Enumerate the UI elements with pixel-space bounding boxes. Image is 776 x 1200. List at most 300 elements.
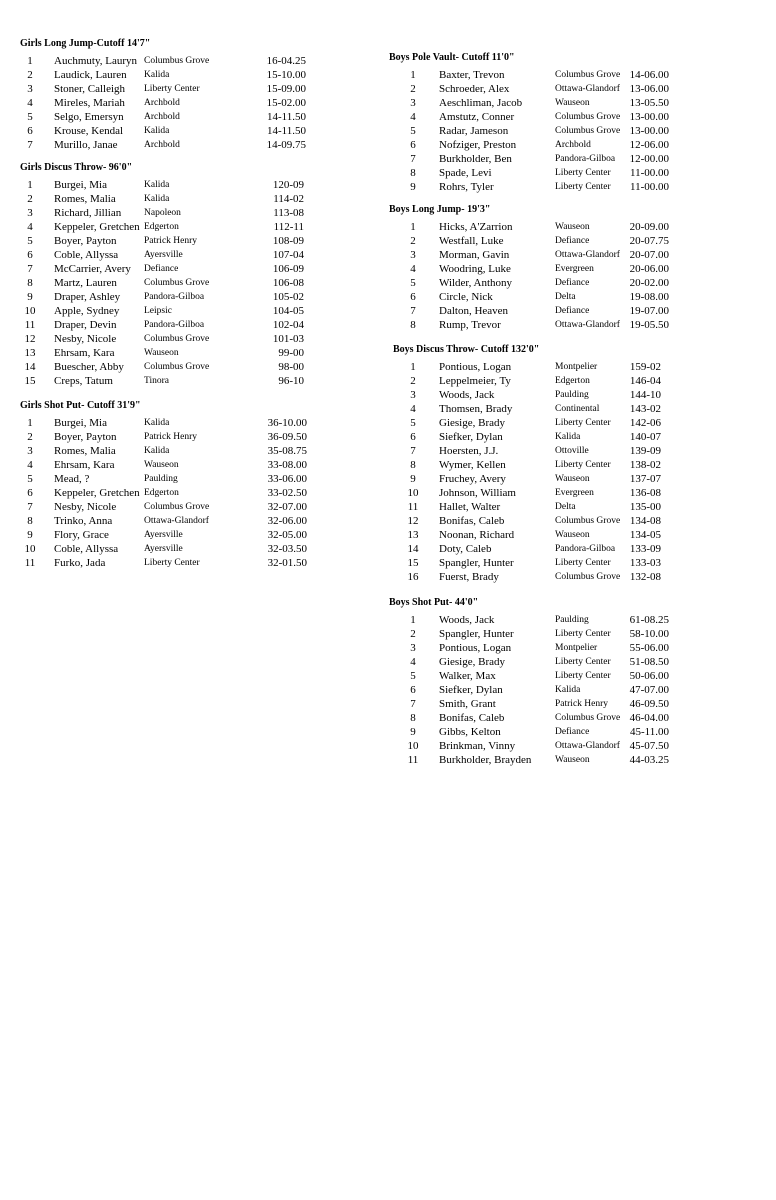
result-mark: 20-02.00 [629, 277, 669, 289]
place-cell: 1 [410, 221, 416, 233]
athlete-name: Doty, Caleb [439, 543, 492, 555]
athlete-name: Wymer, Kellen [439, 459, 506, 471]
school-name: Paulding [144, 474, 178, 484]
school-name: Defiance [555, 727, 590, 737]
result-mark: 32-06.00 [267, 515, 307, 527]
athlete-name: Burkholder, Brayden [439, 754, 532, 766]
place-cell: 2 [410, 628, 416, 640]
school-name: Kalida [144, 126, 170, 136]
result-mark: 33-08.00 [267, 459, 307, 471]
place-cell: 15 [24, 375, 36, 387]
place-cell: 2 [27, 69, 33, 81]
place-cell: 6 [27, 487, 33, 499]
place-cell: 1 [27, 417, 33, 429]
school-name: Montpelier [555, 362, 598, 372]
school-name: Kalida [144, 180, 170, 190]
result-mark: 102-04 [272, 319, 304, 331]
place-cell: 3 [27, 207, 33, 219]
result-mark: 19-05.50 [629, 319, 669, 331]
school-name: Liberty Center [144, 84, 200, 94]
result-mark: 106-09 [272, 263, 304, 275]
result-mark: 104-05 [272, 305, 304, 317]
place-cell: 12 [24, 333, 36, 345]
place-cell: 9 [410, 181, 416, 193]
result-mark: 19-07.00 [629, 305, 669, 317]
result-mark: 144-10 [629, 389, 661, 401]
athlete-name: Baxter, Trevon [439, 69, 505, 81]
school-name: Columbus Grove [555, 572, 621, 582]
athlete-name: Ehrsam, Kara [54, 347, 115, 359]
athlete-name: Siefker, Dylan [439, 684, 503, 696]
place-cell: 5 [27, 473, 33, 485]
place-cell: 7 [410, 445, 416, 457]
place-cell: 11 [407, 501, 419, 513]
school-name: Defiance [144, 264, 179, 274]
school-name: Defiance [555, 306, 590, 316]
athlete-name: Burkholder, Ben [439, 153, 512, 165]
result-mark: 133-09 [629, 543, 661, 555]
school-name: Wauseon [555, 474, 590, 484]
athlete-name: Boyer, Payton [54, 235, 117, 247]
place-cell: 6 [410, 291, 416, 303]
athlete-name: Furko, Jada [54, 557, 106, 569]
athlete-name: Brinkman, Vinny [439, 740, 516, 752]
school-name: Ottawa-Glandorf [555, 250, 620, 260]
result-mark: 11-00.00 [629, 181, 669, 193]
result-mark: 139-09 [629, 445, 661, 457]
school-name: Kalida [144, 70, 170, 80]
result-mark: 132-08 [629, 571, 661, 583]
place-cell: 5 [410, 417, 416, 429]
result-mark: 45-07.50 [629, 740, 669, 752]
place-cell: 4 [410, 656, 416, 668]
athlete-name: Fruchey, Avery [439, 473, 506, 485]
school-name: Ayersville [144, 544, 183, 554]
result-mark: 142-06 [629, 417, 661, 429]
school-name: Columbus Grove [144, 362, 210, 372]
place-cell: 14 [24, 361, 36, 373]
athlete-name: Martz, Lauren [54, 277, 117, 289]
athlete-name: Stoner, Calleigh [54, 83, 126, 95]
place-cell: 6 [410, 139, 416, 151]
place-cell: 10 [24, 305, 36, 317]
place-cell: 2 [27, 431, 33, 443]
place-cell: 8 [410, 319, 416, 331]
place-cell: 8 [410, 459, 416, 471]
result-mark: 112-11 [273, 221, 304, 233]
school-name: Ottoville [555, 446, 589, 456]
school-name: Kalida [144, 446, 170, 456]
place-cell: 8 [27, 515, 33, 527]
place-cell: 7 [27, 263, 33, 275]
result-mark: 14-06.00 [629, 69, 669, 81]
place-cell: 11 [407, 754, 419, 766]
athlete-name: McCarrier, Avery [54, 263, 131, 275]
result-mark: 137-07 [629, 473, 661, 485]
school-name: Paulding [555, 390, 589, 400]
school-name: Liberty Center [555, 168, 611, 178]
athlete-name: Apple, Sydney [54, 305, 120, 317]
result-mark: 108-09 [272, 235, 304, 247]
place-cell: 7 [410, 305, 416, 317]
result-mark: 20-07.00 [629, 249, 669, 261]
result-mark: 143-02 [629, 403, 661, 415]
athlete-name: Creps, Tatum [54, 375, 113, 387]
place-cell: 13 [407, 529, 419, 541]
result-mark: 13-00.00 [629, 125, 669, 137]
athlete-name: Giesige, Brady [439, 417, 505, 429]
result-mark: 12-06.00 [629, 139, 669, 151]
athlete-name: Richard, Jillian [54, 207, 122, 219]
place-cell: 6 [410, 684, 416, 696]
place-cell: 4 [27, 221, 33, 233]
result-mark: 114-02 [273, 193, 304, 205]
place-cell: 4 [27, 459, 33, 471]
athlete-name: Woods, Jack [439, 389, 495, 401]
place-cell: 10 [407, 740, 419, 752]
school-name: Evergreen [555, 488, 594, 498]
place-cell: 14 [407, 543, 419, 555]
place-cell: 16 [407, 571, 419, 583]
school-name: Columbus Grove [555, 713, 621, 723]
event-title: Boys Long Jump- 19'3" [389, 204, 491, 215]
result-mark: 47-07.00 [629, 684, 669, 696]
place-cell: 11 [24, 557, 36, 569]
athlete-name: Nesby, Nicole [54, 333, 117, 345]
place-cell: 4 [410, 111, 416, 123]
athlete-name: Romes, Malia [54, 445, 116, 457]
school-name: Ayersville [144, 250, 183, 260]
school-name: Liberty Center [555, 657, 611, 667]
school-name: Wauseon [555, 530, 590, 540]
school-name: Kalida [555, 432, 581, 442]
athlete-name: Murillo, Janae [54, 139, 118, 151]
result-mark: 20-07.75 [629, 235, 669, 247]
place-cell: 5 [410, 125, 416, 137]
athlete-name: Gibbs, Kelton [439, 726, 501, 738]
place-cell: 12 [407, 515, 419, 527]
school-name: Patrick Henry [144, 432, 198, 442]
school-name: Defiance [555, 236, 590, 246]
result-mark: 133-03 [629, 557, 661, 569]
athlete-name: Spangler, Hunter [439, 628, 514, 640]
athlete-name: Westfall, Luke [439, 235, 504, 247]
result-mark: 99-00 [278, 347, 304, 359]
school-name: Edgerton [144, 488, 179, 498]
school-name: Edgerton [555, 376, 590, 386]
athlete-name: Spade, Levi [439, 167, 492, 179]
school-name: Delta [555, 292, 576, 302]
place-cell: 13 [24, 347, 36, 359]
athlete-name: Mead, ? [54, 473, 90, 485]
place-cell: 3 [410, 97, 416, 109]
result-mark: 135-00 [629, 501, 661, 513]
athlete-name: Hicks, A'Zarrion [439, 221, 513, 233]
place-cell: 7 [410, 153, 416, 165]
school-name: Ottawa-Glandorf [555, 84, 620, 94]
school-name: Wauseon [144, 460, 179, 470]
athlete-name: Romes, Malia [54, 193, 116, 205]
school-name: Columbus Grove [144, 278, 210, 288]
athlete-name: Hallet, Walter [439, 501, 501, 513]
athlete-name: Keppeler, Gretchen [54, 221, 140, 233]
athlete-name: Smith, Grant [439, 698, 496, 710]
athlete-name: Draper, Devin [54, 319, 117, 331]
result-mark: 134-05 [629, 529, 661, 541]
result-mark: 138-02 [629, 459, 661, 471]
school-name: Paulding [555, 615, 589, 625]
result-mark: 14-11.50 [266, 125, 306, 137]
athlete-name: Keppeler, Gretchen [54, 487, 140, 499]
result-mark: 107-04 [272, 249, 304, 261]
result-mark: 106-08 [272, 277, 304, 289]
school-name: Pandora-Gilboa [144, 292, 205, 302]
athlete-name: Schroeder, Alex [439, 83, 510, 95]
result-mark: 50-06.00 [629, 670, 669, 682]
school-name: Delta [555, 502, 576, 512]
athlete-name: Siefker, Dylan [439, 431, 503, 443]
place-cell: 4 [410, 263, 416, 275]
result-mark: 32-03.50 [267, 543, 307, 555]
school-name: Kalida [144, 418, 170, 428]
place-cell: 15 [407, 557, 419, 569]
place-cell: 4 [27, 97, 33, 109]
result-mark: 35-08.75 [267, 445, 307, 457]
result-mark: 15-02.00 [266, 97, 306, 109]
school-name: Wauseon [144, 348, 179, 358]
athlete-name: Coble, Allyssa [54, 249, 119, 261]
result-mark: 12-00.00 [629, 153, 669, 165]
place-cell: 10 [24, 543, 36, 555]
result-mark: 159-02 [629, 361, 661, 373]
athlete-name: Trinko, Anna [54, 515, 113, 527]
athlete-name: Woods, Jack [439, 614, 495, 626]
result-mark: 11-00.00 [629, 167, 669, 179]
place-cell: 8 [27, 277, 33, 289]
school-name: Patrick Henry [555, 699, 609, 709]
result-mark: 140-07 [629, 431, 661, 443]
result-mark: 46-09.50 [629, 698, 669, 710]
school-name: Columbus Grove [555, 70, 621, 80]
athlete-name: Flory, Grace [54, 529, 109, 541]
result-mark: 96-10 [278, 375, 304, 387]
place-cell: 2 [27, 193, 33, 205]
school-name: Liberty Center [144, 558, 200, 568]
result-mark: 101-03 [272, 333, 304, 345]
place-cell: 1 [410, 614, 416, 626]
place-cell: 1 [410, 69, 416, 81]
athlete-name: Burgei, Mia [54, 417, 107, 429]
result-mark: 120-09 [272, 179, 304, 191]
place-cell: 8 [410, 167, 416, 179]
event-title: Boys Pole Vault- Cutoff 11'0" [389, 52, 515, 63]
athlete-name: Rump, Trevor [439, 319, 501, 331]
result-mark: 32-01.50 [267, 557, 307, 569]
event-title: Girls Shot Put- Cutoff 31'9" [20, 400, 141, 411]
athlete-name: Johnson, William [439, 487, 516, 499]
place-cell: 1 [410, 361, 416, 373]
athlete-name: Nesby, Nicole [54, 501, 117, 513]
school-name: Tinora [144, 376, 169, 386]
place-cell: 5 [410, 277, 416, 289]
result-mark: 33-06.00 [267, 473, 307, 485]
place-cell: 5 [27, 111, 33, 123]
school-name: Leipsic [144, 306, 172, 316]
result-mark: 51-08.50 [629, 656, 669, 668]
school-name: Archbold [144, 98, 180, 108]
place-cell: 3 [410, 389, 416, 401]
result-mark: 36-10.00 [267, 417, 307, 429]
school-name: Napoleon [144, 208, 181, 218]
place-cell: 3 [410, 642, 416, 654]
athlete-name: Dalton, Heaven [439, 305, 509, 317]
athlete-name: Giesige, Brady [439, 656, 505, 668]
athlete-name: Bonifas, Caleb [439, 712, 505, 724]
result-mark: 58-10.00 [629, 628, 669, 640]
school-name: Edgerton [144, 222, 179, 232]
result-mark: 14-11.50 [266, 111, 306, 123]
athlete-name: Laudick, Lauren [54, 69, 127, 81]
place-cell: 5 [27, 235, 33, 247]
school-name: Wauseon [555, 222, 590, 232]
result-mark: 16-04.25 [266, 55, 306, 67]
school-name: Ayersville [144, 530, 183, 540]
result-mark: 13-00.00 [629, 111, 669, 123]
result-mark: 32-07.00 [267, 501, 307, 513]
place-cell: 6 [27, 249, 33, 261]
athlete-name: Draper, Ashley [54, 291, 121, 303]
place-cell: 7 [410, 698, 416, 710]
place-cell: 2 [410, 235, 416, 247]
place-cell: 11 [24, 319, 36, 331]
place-cell: 1 [27, 179, 33, 191]
school-name: Pandora-Gilboa [555, 544, 616, 554]
school-name: Pandora-Gilboa [144, 320, 205, 330]
result-mark: 19-08.00 [629, 291, 669, 303]
school-name: Ottawa-Glandorf [555, 320, 620, 330]
result-mark: 113-08 [273, 207, 304, 219]
school-name: Columbus Grove [144, 502, 210, 512]
school-name: Wauseon [555, 755, 590, 765]
event-title: Girls Long Jump-Cutoff 14'7" [20, 38, 151, 49]
athlete-name: Bonifas, Caleb [439, 515, 505, 527]
athlete-name: Amstutz, Conner [439, 111, 515, 123]
place-cell: 3 [410, 249, 416, 261]
school-name: Columbus Grove [144, 334, 210, 344]
result-mark: 32-05.00 [267, 529, 307, 541]
school-name: Columbus Grove [144, 56, 210, 66]
school-name: Pandora-Gilboa [555, 154, 616, 164]
school-name: Montpelier [555, 643, 598, 653]
athlete-name: Burgei, Mia [54, 179, 107, 191]
school-name: Columbus Grove [555, 516, 621, 526]
place-cell: 8 [410, 712, 416, 724]
result-mark: 61-08.25 [629, 614, 669, 626]
result-mark: 33-02.50 [267, 487, 307, 499]
athlete-name: Leppelmeier, Ty [439, 375, 511, 387]
result-mark: 44-03.25 [629, 754, 669, 766]
event-title: Boys Discus Throw- Cutoff 132'0" [393, 344, 540, 355]
result-mark: 13-05.50 [629, 97, 669, 109]
result-mark: 20-06.00 [629, 263, 669, 275]
result-mark: 36-09.50 [267, 431, 307, 443]
school-name: Kalida [144, 194, 170, 204]
place-cell: 9 [27, 529, 33, 541]
place-cell: 3 [27, 83, 33, 95]
athlete-name: Selgo, Emersyn [54, 111, 124, 123]
school-name: Evergreen [555, 264, 594, 274]
athlete-name: Morman, Gavin [439, 249, 510, 261]
athlete-name: Pontious, Logan [439, 642, 512, 654]
school-name: Columbus Grove [555, 126, 621, 136]
result-mark: 14-09.75 [266, 139, 306, 151]
athlete-name: Boyer, Payton [54, 431, 117, 443]
school-name: Columbus Grove [555, 112, 621, 122]
athlete-name: Krouse, Kendal [54, 125, 124, 137]
place-cell: 9 [410, 473, 416, 485]
school-name: Wauseon [555, 98, 590, 108]
place-cell: 7 [27, 139, 33, 151]
school-name: Continental [555, 404, 600, 414]
result-mark: 13-06.00 [629, 83, 669, 95]
school-name: Liberty Center [555, 558, 611, 568]
place-cell: 6 [27, 125, 33, 137]
athlete-name: Spangler, Hunter [439, 557, 514, 569]
athlete-name: Mireles, Mariah [54, 97, 125, 109]
school-name: Archbold [555, 140, 591, 150]
result-mark: 134-08 [629, 515, 661, 527]
athlete-name: Rohrs, Tyler [439, 181, 494, 193]
school-name: Kalida [555, 685, 581, 695]
athlete-name: Coble, Allyssa [54, 543, 119, 555]
event-title: Girls Discus Throw- 96'0" [20, 162, 133, 173]
school-name: Liberty Center [555, 182, 611, 192]
place-cell: 2 [410, 83, 416, 95]
athlete-name: Circle, Nick [439, 291, 493, 303]
place-cell: 7 [27, 501, 33, 513]
result-mark: 55-06.00 [629, 642, 669, 654]
place-cell: 3 [27, 445, 33, 457]
athlete-name: Fuerst, Brady [439, 571, 499, 583]
result-mark: 15-09.00 [266, 83, 306, 95]
school-name: Liberty Center [555, 671, 611, 681]
event-title: Boys Shot Put- 44'0" [389, 597, 479, 608]
school-name: Archbold [144, 140, 180, 150]
place-cell: 5 [410, 670, 416, 682]
place-cell: 4 [410, 403, 416, 415]
place-cell: 10 [407, 487, 419, 499]
athlete-name: Walker, Max [439, 670, 496, 682]
school-name: Liberty Center [555, 460, 611, 470]
athlete-name: Nofziger, Preston [439, 139, 517, 151]
school-name: Archbold [144, 112, 180, 122]
result-mark: 136-08 [629, 487, 661, 499]
result-mark: 15-10.00 [266, 69, 306, 81]
school-name: Ottawa-Glandorf [144, 516, 209, 526]
athlete-name: Woodring, Luke [439, 263, 511, 275]
result-mark: 98-00 [278, 361, 304, 373]
school-name: Defiance [555, 278, 590, 288]
school-name: Liberty Center [555, 418, 611, 428]
result-mark: 46-04.00 [629, 712, 669, 724]
athlete-name: Aeschliman, Jacob [439, 97, 523, 109]
athlete-name: Hoersten, J.J. [439, 445, 499, 457]
athlete-name: Wilder, Anthony [439, 277, 513, 289]
result-mark: 20-09.00 [629, 221, 669, 233]
school-name: Ottawa-Glandorf [555, 741, 620, 751]
result-mark: 45-11.00 [629, 726, 669, 738]
school-name: Patrick Henry [144, 236, 198, 246]
